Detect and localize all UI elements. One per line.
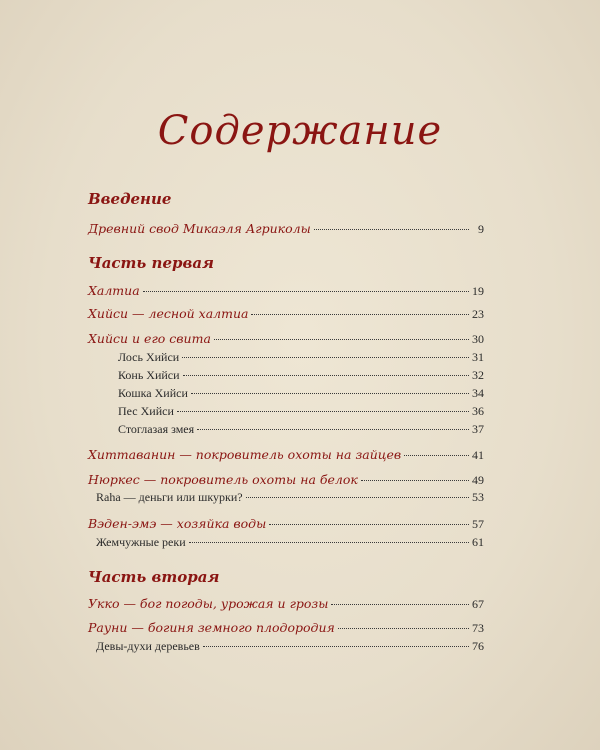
toc-entry[interactable] (88, 620, 484, 638)
toc-entry-page: 9 (478, 222, 484, 236)
section-heading-part1: Часть первая (88, 254, 214, 272)
toc-entry-label: Халтиа (88, 283, 140, 298)
toc-entry-label: Хиттаванин — покровитель охоты на зайцев (88, 447, 402, 462)
toc-entry-label: Девы-духи деревьев (96, 639, 200, 653)
toc-entry-label: Raha — деньги или шкурки? (96, 490, 243, 504)
toc-subentry[interactable] (96, 535, 484, 553)
toc-entry-label: Жемчужные реки (96, 535, 186, 549)
toc-subentry[interactable] (118, 386, 484, 404)
toc-entry-page: 53 (472, 490, 484, 504)
toc-entry-page: 49 (472, 473, 484, 487)
toc-entry[interactable] (88, 331, 484, 349)
toc-entry-label: Нюркес — покровитель охоты на белок (88, 472, 358, 487)
dot-leader (361, 480, 469, 481)
toc-entry-label: Лось Хийси (118, 350, 180, 364)
section-heading-intro: Введение (88, 190, 172, 208)
dot-leader (183, 375, 469, 376)
toc-entry-page: 76 (472, 639, 484, 653)
toc-entry-label: Хийси и его свита (88, 331, 211, 346)
toc-entry-page: 36 (472, 404, 484, 418)
dot-leader (143, 291, 469, 292)
toc-entry-label: Конь Хийси (118, 368, 180, 382)
toc-entry[interactable] (88, 596, 484, 614)
toc-subentry[interactable] (96, 639, 484, 657)
dot-leader (191, 393, 469, 394)
dot-leader (203, 646, 469, 647)
dot-leader (269, 524, 469, 525)
dot-leader (197, 429, 469, 430)
toc-subentry[interactable] (118, 350, 484, 368)
toc-entry-label: Кошка Хийси (118, 386, 188, 400)
dot-leader (251, 314, 469, 315)
toc-entry-label: Вэден-эмэ — хозяйка воды (88, 516, 267, 531)
dot-leader (331, 604, 469, 605)
toc-entry[interactable] (88, 221, 484, 239)
toc-subentry[interactable] (118, 404, 484, 422)
toc-entry-page: 73 (472, 621, 484, 635)
toc-entry-label: Рауни — богиня земного плодородия (88, 620, 335, 635)
toc-entry-page: 31 (472, 350, 484, 364)
dot-leader (214, 339, 469, 340)
toc-subentry[interactable] (118, 368, 484, 386)
toc-entry[interactable] (88, 283, 484, 301)
toc-entry[interactable] (88, 447, 484, 465)
toc-entry-label: Укко — бог погоды, урожая и грозы (88, 596, 329, 611)
dot-leader (246, 497, 469, 498)
toc-subentry[interactable] (96, 490, 484, 508)
toc-entry-page: 23 (472, 307, 484, 321)
dot-leader (177, 411, 469, 412)
page-title: Содержание (157, 108, 443, 154)
toc-entry-page: 61 (472, 535, 484, 549)
toc-entry[interactable] (88, 516, 484, 534)
dot-leader (338, 628, 469, 629)
toc-entry-page: 67 (472, 597, 484, 611)
dot-leader (189, 542, 469, 543)
toc-entry[interactable] (88, 306, 484, 324)
toc-subentry[interactable] (118, 422, 484, 440)
toc-entry-label: Древний свод Микаэля Агриколы (88, 221, 311, 236)
toc-entry-label: Пес Хийси (118, 404, 174, 418)
toc-entry-page: 41 (472, 448, 484, 462)
toc-entry-page: 32 (472, 368, 484, 382)
dot-leader (314, 229, 469, 230)
toc-entry-page: 30 (472, 332, 484, 346)
toc-entry-label: Хийси — лесной халтиа (88, 306, 249, 321)
dot-leader (404, 455, 469, 456)
toc-entry[interactable] (88, 472, 484, 490)
toc-entry-page: 34 (472, 386, 484, 400)
section-heading-part2: Часть вторая (88, 568, 220, 586)
dot-leader (182, 357, 469, 358)
toc-entry-label: Стоглазая змея (118, 422, 195, 436)
toc-entry-page: 37 (472, 422, 484, 436)
toc-entry-page: 57 (472, 517, 484, 531)
toc-entry-page: 19 (472, 284, 484, 298)
